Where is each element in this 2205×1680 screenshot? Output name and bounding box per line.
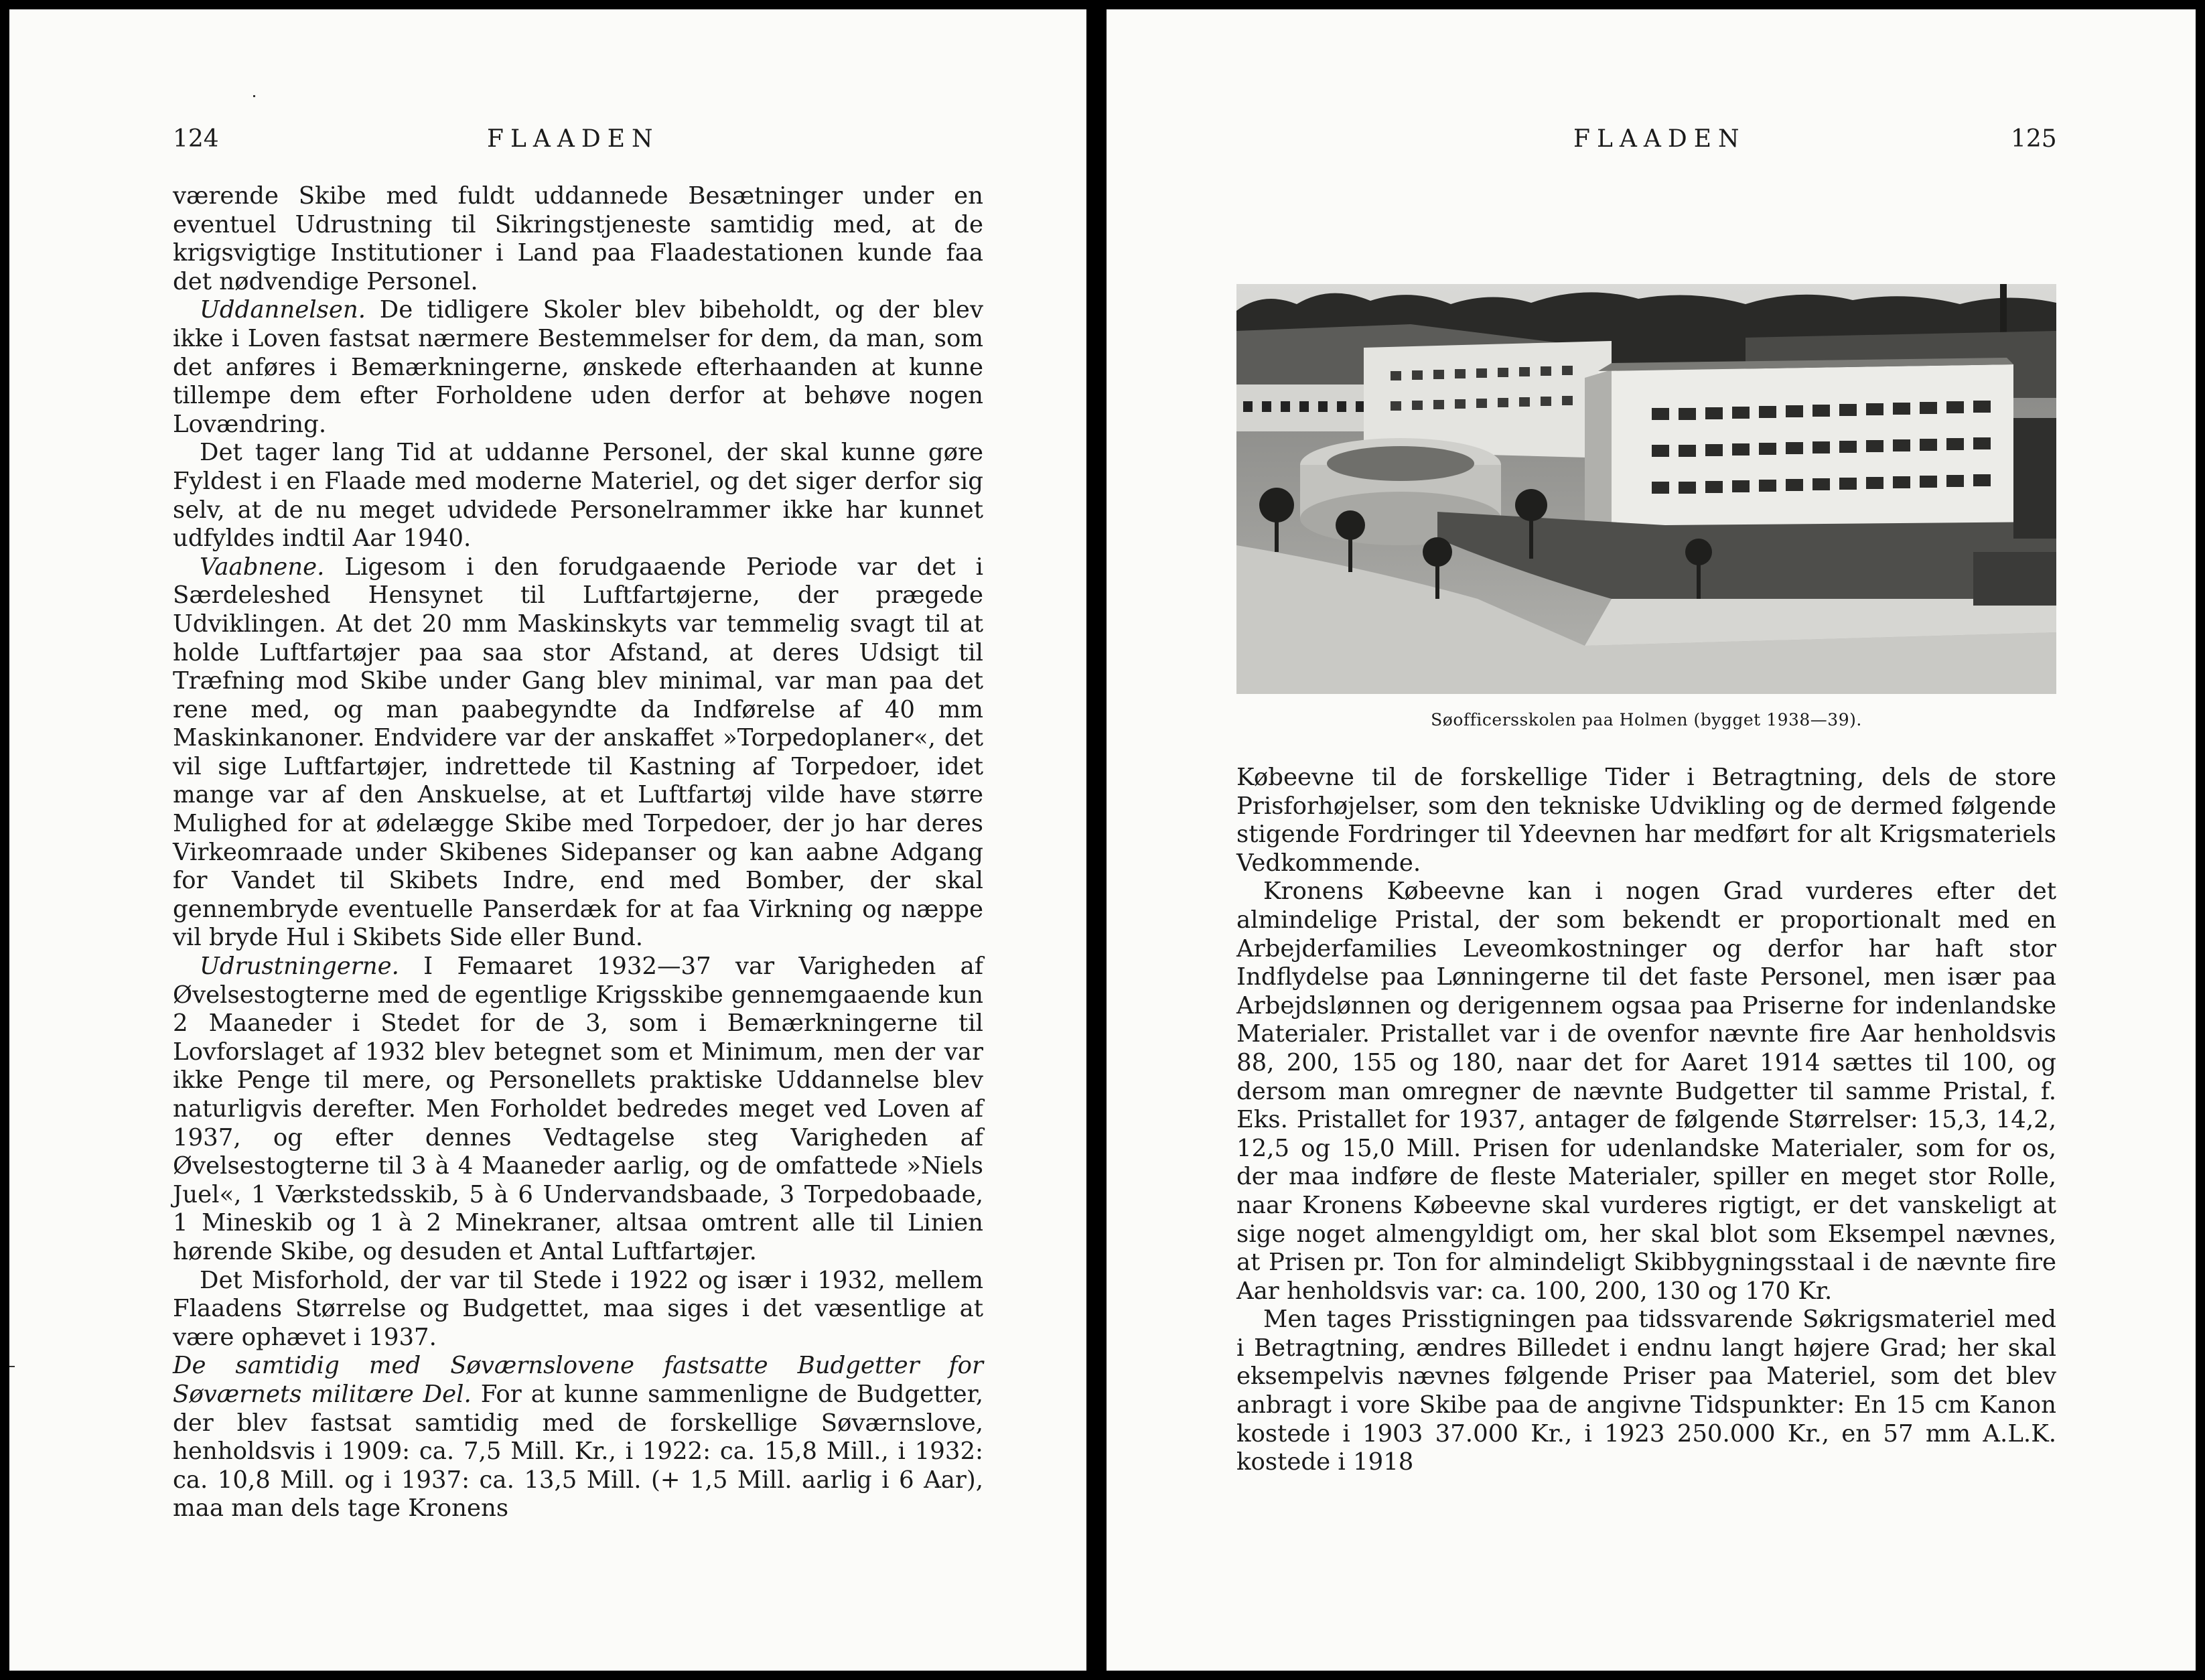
paragraph-text: De tidligere Skoler blev bibeholdt, og der blev ikke i Loven fastsat nærmere Bestemmelser for dem, da man, som det anføres i Bemærkningerne, ønskede efterhaanden at kunne tillempe dem efter Forholdene uden derfor at behøve nogen Lovændring. bbox=[173, 296, 983, 438]
paragraph bbox=[173, 1267, 983, 1352]
photo-caption: Søofficersskolen paa Holmen (bygget 1938—39). bbox=[1431, 710, 1862, 729]
paragraph-text: værende Skibe med fuldt uddannede Besætninger under en eventuel Udrustning til Sikringstjeneste samtidig med, at de krigsvigtige Institutioner i Land paa Flaadestationen kunde faa det nødvendige Personel. bbox=[173, 182, 983, 295]
paragraph: Men tages Prisstigningen paa tidssvarende Søkrigsmateriel med i Betragtning, ændres Billedet i endnu langt højere Grad; her skal eksempelvis nævnes følgende Priser paa Materiel, som det blev anbragt i vore Skibe paa de angivne Tidspunkter: En 15 cm Kanon kostede i 1903 37.000 Kr., i 1923 250.000 Kr., en 57 mm A.L.K. kostede i 1918 bbox=[1236, 1306, 2056, 1476]
paragraph-lead: Uddannelsen. bbox=[200, 296, 366, 324]
building-photo bbox=[1236, 284, 2056, 694]
margin-tick-mark bbox=[9, 1366, 15, 1367]
paragraph-text: Det Misforhold, der var til Stede i 1922 og især i 1932, mellem Flaadens Størrelse og Budgettet, maa siges i det væsentlige at være ophævet i 1937. bbox=[173, 1266, 983, 1351]
paragraph: Købeevne til de forskellige Tider i Betragtning, dels de store Prisforhøjelser, som den tekniske Udvikling og de dermed følgende stigende Fordringer til Ydeevnen har medført for alt Krigsmateriels Vedkommende. bbox=[1236, 764, 2056, 877]
running-title: FLAADEN bbox=[1573, 125, 1746, 153]
paragraph: Kronens Købeevne kan i nogen Grad vurderes efter det almindelige Pristal, der som bekendt er proportionalt med en Arbejderfamilies Leveomkostninger og derfor har haft stor Indflydelse paa Lønningerne til det faste Personel, men især paa Arbejdslønnen og derigennem ogsaa paa Priserne for indenlandske Materialer. Pristallet var i de ovenfor nævnte fire Aar henholdsvis 88, 200, 155 og 180, naar det for Aaret 1914 sættes til 100, og dersom man omregner de nævnte Budgetter til samme Pristal, f. Eks. Pristallet for 1937, antager de følgende Størrelser: 15,3, 14,2, 12,5 og 15,0 Mill. Prisen for udenlandske Materialer, som for os, der maa indføre de fleste Materialer, spiller en meget stor Rolle, naar Kronens Købeevne skal vurderes rigtigt, er det vanskeligt at sige noget almengyldigt om, her skal blot som Eksempel nævnes, at Prisen pr. Ton for almindeligt Skibbygningsstaal i de nævnte fire Aar henholdsvis var: ca. 100, 200, 130 og 170 Kr. bbox=[1236, 878, 2056, 1305]
paragraph bbox=[173, 182, 983, 296]
page-number: 124 bbox=[173, 125, 219, 153]
left-body-text bbox=[173, 182, 983, 1523]
right-body-text bbox=[1236, 764, 2056, 1477]
paragraph-text: Det tager lang Tid at uddanne Personel, der skal kunne gøre Fyldest i en Flaade med moderne Materiel, og det siger derfor sig selv, at de nu meget udvidede Personelrammer ikke har kunnet udfyldes indtil Aar 1940. bbox=[173, 439, 983, 553]
page-number: 125 bbox=[2011, 125, 2057, 153]
paragraph-text: I Femaaret 1932—37 var Varigheden af Øvelsestogterne med de egentlige Krigsskibe gennemgaaende kun 2 Maaneder i Stedet for de 3, som i Bemærkningerne til Lovforslaget af 1932 blev betegnet som et Minimum, men der var ikke Penge til mere, og Personellets praktiske Uddannelse blev naturligvis derefter. Men Forholdet bedredes meget ved Loven af 1937, og efter dennes Vedtagelse steg Varigheden af Øvelsestogterne til 3 à 4 Maaneder aarlig, og de omfattede »Niels Juel«, 1 Værkstedsskib, 5 à 6 Undervandsbaade, 3 Torpedobaade, 1 Mineskib og 1 à 2 Minekraner, altsaa omtrent alle til Linien hørende Skibe, og desuden et Antal Luftfartøjer. bbox=[173, 953, 983, 1265]
paragraph bbox=[173, 439, 983, 553]
stray-ink-mark bbox=[253, 95, 255, 97]
paragraph-lead: Udrustningerne. bbox=[200, 953, 399, 981]
paragraph bbox=[173, 296, 983, 439]
paragraph bbox=[173, 553, 983, 953]
paragraph bbox=[173, 1352, 983, 1523]
paragraph bbox=[173, 953, 983, 1267]
left-page bbox=[9, 9, 1086, 1671]
right-page bbox=[1107, 9, 2196, 1671]
paragraph-text: Ligesom i den forudgaaende Periode var det i Særdeleshed Hensynet til Luftfartøjerne, der prægede Udviklingen. At det 20 mm Maskinskyts var temmelig svagt til at holde Luftfartøjer paa saa stor Afstand, at deres Udsigt til Træfning mod Skibe under Gang blev minimal, var man paa det rene med, og man paabegyndte da Indførelse af 40 mm Maskinkanoner. Endvidere var der anskaffet »Torpedoplaner«, det vil sige Luftfartøjer, indrettede til Kastning af Torpedoer, idet mange var af den Anskuelse, at et Luftfartøj vilde have større Mulighed for at ødelægge Skibe med Torpedoer, der jo har deres Virkeomraade under Skibenes Sidepanser og kan aabne Adgang for Vandet til Skibets Indre, end med Bomber, der skal gennembryde eventuelle Panserdæk for at faa Virkning og næppe vil bryde Hul i Skibets Side eller Bund. bbox=[173, 553, 983, 952]
paragraph-lead: De samtidig med Søværnslovene fastsatte Budgetter for Søværnets militære Del. bbox=[173, 1352, 983, 1408]
running-title: FLAADEN bbox=[487, 125, 660, 153]
paragraph-text: For at kunne sammenligne de Budgetter, der blev fastsat samtidig med de forskellige Søværnslove, henholdsvis i 1909: ca. 7,5 Mill. Kr., i 1922: ca. 15,8 Mill., i 1932: ca. 10,8 Mill. og i 1937: ca. 13,5 Mill. (+ 1,5 Mill. aarlig i 6 Aar), maa man dels tage Kronens bbox=[173, 1380, 983, 1523]
photo-illustration bbox=[1236, 284, 2056, 694]
paragraph-lead: Vaabnene. bbox=[200, 553, 325, 581]
